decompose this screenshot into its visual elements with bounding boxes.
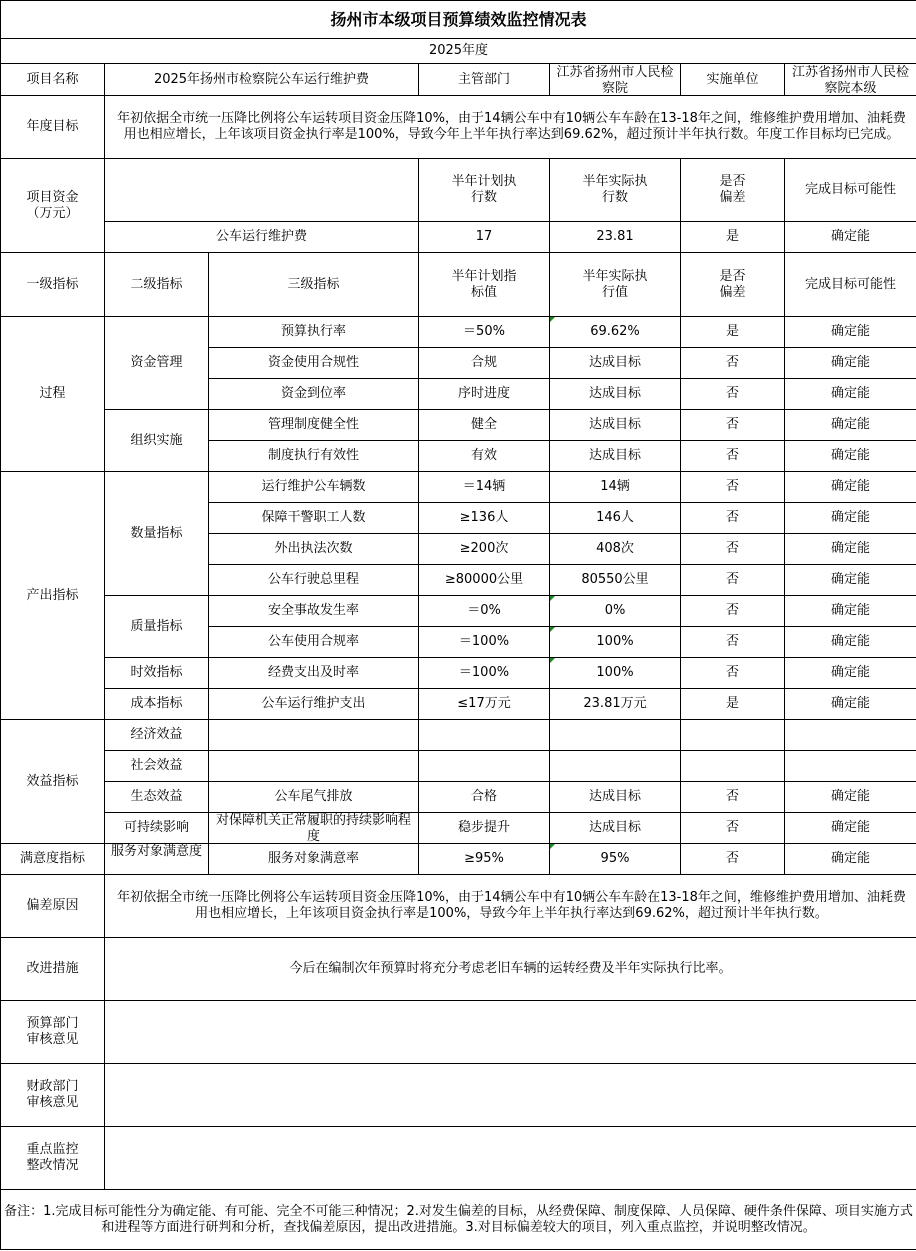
indicator-possibility: 确定能 [785,813,916,844]
indicator-name: 经费支出及时率 [209,658,419,689]
indicator-plan: 有效 [419,441,550,472]
indicator-actual: 达成目标 [550,782,681,813]
indicator-possibility: 确定能 [785,503,916,534]
funds-blank [105,159,419,222]
indicator-deviation: 是 [681,689,785,720]
indicator-plan: 合规 [419,348,550,379]
indicator-possibility: 确定能 [785,565,916,596]
improvement-label: 改进措施 [1,938,105,1001]
indicator-possibility [785,751,916,782]
year-label: 2025年度 [1,39,916,64]
indicator-possibility: 确定能 [785,658,916,689]
group-label: 数量指标 [105,472,209,596]
output-label: 产出指标 [1,472,105,720]
indicator-possibility: 确定能 [785,782,916,813]
indicator-plan: 合格 [419,782,550,813]
indicator-deviation: 否 [681,844,785,875]
indicator-deviation [681,751,785,782]
indicator-actual: 23.81万元 [550,689,681,720]
indicator-possibility: 确定能 [785,317,916,348]
indicator-possibility: 确定能 [785,627,916,658]
annual-goal-label: 年度目标 [1,96,105,159]
indicator-actual: 69.62% [550,317,681,348]
indicator-actual: 95% [550,844,681,875]
indicator-deviation: 否 [681,813,785,844]
deviation-reason-label: 偏差原因 [1,875,105,938]
key-monitor-text [105,1127,916,1190]
funds-row-possibility: 确定能 [785,222,916,253]
indicator-deviation: 是 [681,317,785,348]
indicator-plan: ≥136人 [419,503,550,534]
group-label: 可持续影响 [105,813,209,844]
indicator-plan: ＝50% [419,317,550,348]
indicator-name: 资金到位率 [209,379,419,410]
indicator-name: 公车运行维护支出 [209,689,419,720]
indicator-actual: 100% [550,627,681,658]
indicator-deviation: 否 [681,410,785,441]
indicator-deviation: 否 [681,348,785,379]
indicator-actual: 达成目标 [550,410,681,441]
dept-label: 主管部门 [419,64,550,96]
indicator-actual: 14辆 [550,472,681,503]
indicator-deviation: 否 [681,658,785,689]
group-label: 时效指标 [105,658,209,689]
indicator-name: 公车使用合规率 [209,627,419,658]
group-label: 成本指标 [105,689,209,720]
indicator-plan: ≤17万元 [419,689,550,720]
indicator-deviation: 否 [681,472,785,503]
indicator-deviation: 否 [681,534,785,565]
indicator-deviation: 否 [681,782,785,813]
indicator-actual: 达成目标 [550,813,681,844]
indicator-name [209,720,419,751]
indicator-plan: ＝100% [419,627,550,658]
indicator-actual: 146人 [550,503,681,534]
group-label: 生态效益 [105,782,209,813]
indicator-name: 外出执法次数 [209,534,419,565]
indicator-plan [419,720,550,751]
finance-review-label: 财政部门审核意见 [1,1064,105,1127]
funds-label [1,159,105,253]
group-label: 服务对象满意度 [105,844,209,875]
group-label: 组织实施 [105,410,209,472]
indicator-deviation: 否 [681,503,785,534]
indicator-actual [550,720,681,751]
indicator-name: 公车尾气排放 [209,782,419,813]
indicator-name [209,751,419,782]
indicator-actual: 100% [550,658,681,689]
group-label: 质量指标 [105,596,209,658]
funds-header-possibility: 完成目标可能性 [785,159,916,222]
indicator-plan [419,751,550,782]
indicator-name: 公车行驶总里程 [209,565,419,596]
benefit-label: 效益指标 [1,720,105,844]
page-title: 扬州市本级项目预算绩效监控情况表 [1,1,916,39]
funds-header-actual: 半年实际执行数 [550,159,681,222]
project-name: 2025年扬州市检察院公车运行维护费 [105,64,419,96]
indicator-possibility: 确定能 [785,348,916,379]
process-label: 过程 [1,317,105,472]
funds-header-deviation: 是否偏差 [681,159,785,222]
funds-row-deviation: 是 [681,222,785,253]
header-level1: 一级指标 [1,253,105,317]
group-label: 资金管理 [105,317,209,410]
unit-value: 江苏省扬州市人民检察院本级 [785,64,916,96]
key-monitor-label: 重点监控整改情况 [1,1127,105,1190]
indicator-actual: 达成目标 [550,348,681,379]
header-deviation: 是否偏差 [681,253,785,317]
indicator-deviation: 否 [681,441,785,472]
satisfaction-label: 满意度指标 [1,844,105,875]
indicator-name: 安全事故发生率 [209,596,419,627]
budget-review-label: 预算部门审核意见 [1,1001,105,1064]
indicator-name: 运行维护公车辆数 [209,472,419,503]
dept-value: 江苏省扬州市人民检察院 [550,64,681,96]
header-level2: 二级指标 [105,253,209,317]
group-label: 经济效益 [105,720,209,751]
indicator-name: 资金使用合规性 [209,348,419,379]
indicator-name: 预算执行率 [209,317,419,348]
indicator-deviation: 否 [681,379,785,410]
header-level3: 三级指标 [209,253,419,317]
funds-row-actual: 23.81 [550,222,681,253]
indicator-possibility: 确定能 [785,596,916,627]
funds-header-plan: 半年计划执行数 [419,159,550,222]
indicator-actual: 408次 [550,534,681,565]
deviation-reason-text: 年初依据全市统一压降比例将公车运转项目资金压降10%，由于14辆公车中有10辆公车车龄在13-18年之间，维修维护费用增加、油耗费用也相应增长，上年该项目资金执行率是100%，导致今年上半年执行率达到69.62%，超过预计半年执行数。 [105,875,916,938]
indicator-name: 保障干警职工人数 [209,503,419,534]
finance-review-text [105,1064,916,1127]
improvement-text: 今后在编制次年预算时将充分考虑老旧车辆的运转经费及半年实际执行比率。 [105,938,916,1001]
indicator-possibility: 确定能 [785,534,916,565]
indicator-plan: ≥200次 [419,534,550,565]
indicator-actual: 80550公里 [550,565,681,596]
indicator-possibility: 确定能 [785,441,916,472]
funds-label-text: 项目资金（万元） [26,189,79,221]
indicator-possibility: 确定能 [785,844,916,875]
indicator-plan: ≥80000公里 [419,565,550,596]
indicator-deviation: 否 [681,596,785,627]
budget-review-text [105,1001,916,1064]
indicator-plan: ＝100% [419,658,550,689]
funds-row-plan: 17 [419,222,550,253]
indicator-possibility: 确定能 [785,472,916,503]
footnote: 备注：1.完成目标可能性分为确定能、有可能、完全不可能三种情况；2.对发生偏差的目标，从经费保障、制度保障、人员保障、硬件条件保障、项目实施方式和进程等方面进行研判和分析，查找偏差原因，提出改进措施。3.对目标偏差较大的项目，列入重点监控，并说明整改情况。 [1,1190,916,1250]
indicator-name: 管理制度健全性 [209,410,419,441]
indicator-name: 对保障机关正常履职的持续影响程度 [209,813,419,844]
indicator-plan: 健全 [419,410,550,441]
indicator-actual: 达成目标 [550,441,681,472]
indicator-plan: ≥95% [419,844,550,875]
indicator-deviation: 否 [681,627,785,658]
indicator-plan: 稳步提升 [419,813,550,844]
indicator-deviation [681,720,785,751]
funds-row-name: 公车运行维护费 [105,222,419,253]
indicator-actual [550,751,681,782]
indicator-actual: 0% [550,596,681,627]
indicator-possibility: 确定能 [785,410,916,441]
indicator-plan: 序时进度 [419,379,550,410]
indicator-possibility [785,720,916,751]
indicator-name: 服务对象满意率 [209,844,419,875]
header-possibility: 完成目标可能性 [785,253,916,317]
annual-goal-text: 年初依据全市统一压降比例将公车运转项目资金压降10%，由于14辆公车中有10辆公车车龄在13-18年之间，维修维护费用增加、油耗费用也相应增长，上年该项目资金执行率是100%，导致今年上半年执行率达到69.62%，超过预计半年执行数。年度工作目标均已完成。 [105,96,916,159]
indicator-name: 制度执行有效性 [209,441,419,472]
indicator-plan: ＝0% [419,596,550,627]
indicator-possibility: 确定能 [785,379,916,410]
header-actual: 半年实际执行值 [550,253,681,317]
group-label: 社会效益 [105,751,209,782]
header-plan: 半年计划指标值 [419,253,550,317]
indicator-actual: 达成目标 [550,379,681,410]
indicator-deviation: 否 [681,565,785,596]
project-name-label: 项目名称 [1,64,105,96]
indicator-plan: ＝14辆 [419,472,550,503]
unit-label: 实施单位 [681,64,785,96]
indicator-possibility: 确定能 [785,689,916,720]
